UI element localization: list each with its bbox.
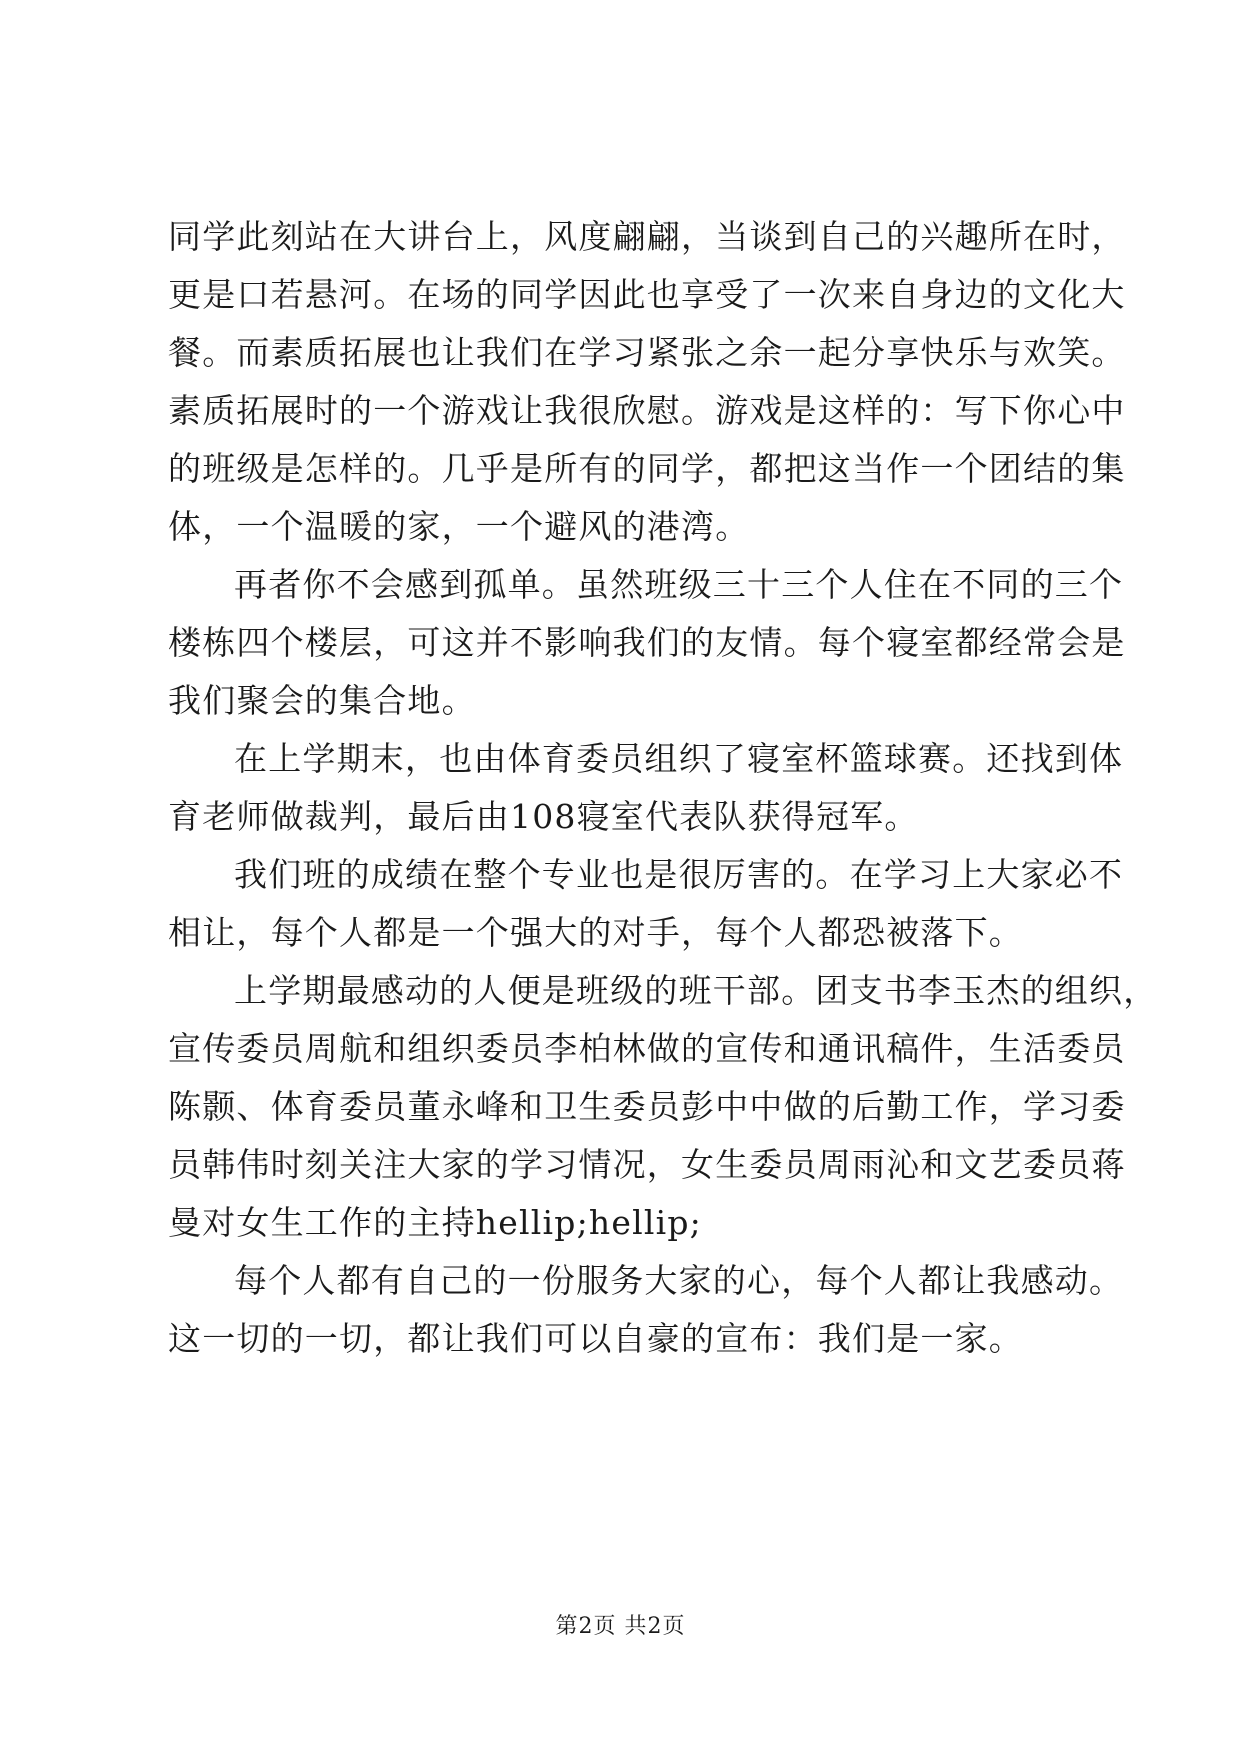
text-line: 相让，每个人都是一个强大的对手，每个人都恐被落下。 <box>168 913 1023 952</box>
text-line: 素质拓展时的一个游戏让我很欣慰。游戏是这样的：写下你心中 <box>168 391 1126 430</box>
text-line: 育老师做裁判，最后由108寝室代表队获得冠军。 <box>168 797 919 836</box>
paragraph-first-line: 每个人都有自己的一份服务大家的心，每个人都让我感动。 <box>234 1261 1124 1300</box>
text-line: 我们聚会的集合地。 <box>168 681 476 720</box>
text-line: 楼栋四个楼层，可这并不影响我们的友情。每个寝室都经常会是 <box>168 623 1126 662</box>
paragraph-first-line: 再者你不会感到孤单。虽然班级三十三个人住在不同的三个 <box>234 565 1124 604</box>
paragraph-first-line: 我们班的成绩在整个专业也是很厉害的。在学习上大家必不 <box>234 855 1124 894</box>
text-line: 的班级是怎样的。几乎是所有的同学，都把这当作一个团结的集 <box>168 449 1126 488</box>
text-line: 宣传委员周航和组织委员李柏林做的宣传和通讯稿件，生活委员 <box>168 1029 1126 1068</box>
page-number-footer: 第2页 共2页 <box>555 1614 686 1639</box>
text-line: 陈颢、体育委员董永峰和卫生委员彭中中做的后勤工作，学习委 <box>168 1087 1126 1126</box>
text-line: 曼对女生工作的主持hellip;hellip; <box>168 1203 702 1242</box>
text-line: 员韩伟时刻关注大家的学习情况，女生委员周雨沁和文艺委员蒋 <box>168 1145 1126 1184</box>
paragraph-first-line: 在上学期末，也由体育委员组织了寝室杯篮球赛。还找到体 <box>234 739 1124 778</box>
text-line: 餐。而素质拓展也让我们在学习紧张之余一起分享快乐与欢笑。 <box>168 333 1126 372</box>
document-body <box>168 208 1158 1368</box>
text-line: 这一切的一切，都让我们可以自豪的宣布：我们是一家。 <box>168 1319 1023 1358</box>
text-line: 同学此刻站在大讲台上，风度翩翩，当谈到自己的兴趣所在时， <box>168 217 1126 256</box>
text-line: 更是口若悬河。在场的同学因此也享受了一次来自身边的文化大 <box>168 275 1126 314</box>
text-line: 体，一个温暖的家，一个避风的港湾。 <box>168 507 750 546</box>
paragraph-first-line: 上学期最感动的人便是班级的班干部。团支书李玉杰的组织， <box>234 971 1158 1010</box>
